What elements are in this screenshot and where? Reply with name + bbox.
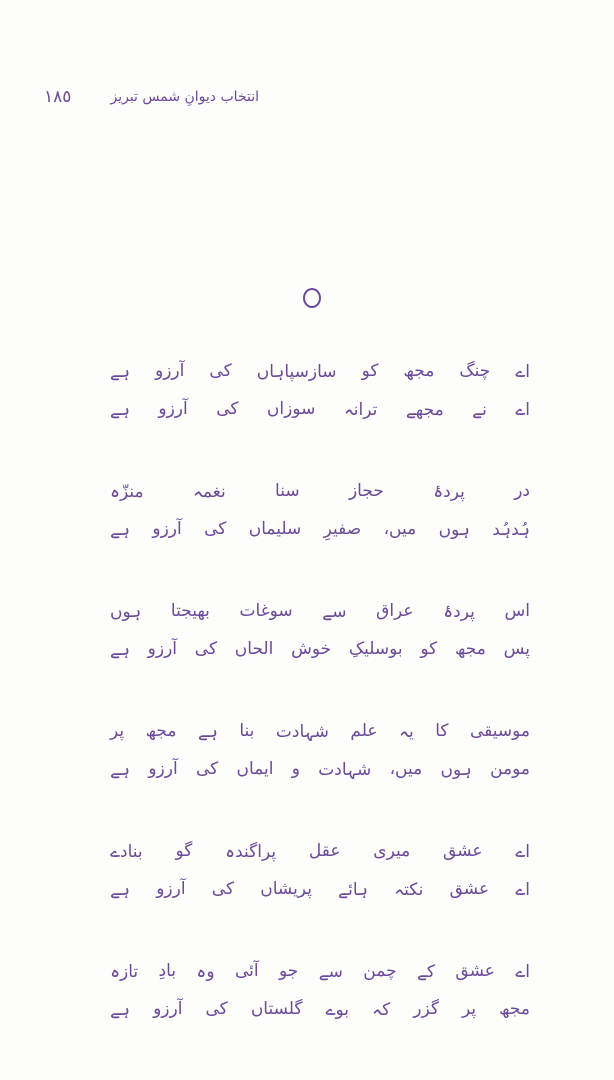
running-title: انتخاب دیوانِ شمس تبریز xyxy=(110,89,259,105)
verse-word: حجاز xyxy=(348,481,384,501)
verse-word: سنا xyxy=(275,481,300,501)
verse-word: پر xyxy=(110,721,125,741)
verse-word: یہ xyxy=(398,721,414,742)
verse-word: ہے xyxy=(110,639,130,660)
stanza xyxy=(110,592,530,668)
verse-word: چنگ xyxy=(459,361,491,381)
verse-word: ہے xyxy=(110,399,130,420)
section-circle-mark xyxy=(303,288,321,308)
verse-word: ہے xyxy=(110,759,131,780)
verse-word: مجھ xyxy=(455,639,486,659)
verse-word: مجھے xyxy=(405,399,444,420)
verse-line xyxy=(110,592,530,630)
verse-line xyxy=(110,952,530,990)
verse-word: کی xyxy=(205,999,228,1019)
verse-word: بوے xyxy=(325,999,350,1020)
verse-word: در xyxy=(514,481,530,501)
verse-word: آرزو xyxy=(155,361,185,381)
verse-line xyxy=(110,352,530,390)
verse-word: میں، xyxy=(383,519,417,539)
verse-word: بنا xyxy=(239,721,255,741)
verse-word: پراگندہ xyxy=(225,841,277,862)
verse-word: کی xyxy=(211,879,235,899)
verse-line xyxy=(110,832,530,870)
verse-word: ہائے xyxy=(338,879,368,900)
verse-word: و xyxy=(291,759,300,779)
verse-word: پردۂ xyxy=(443,601,475,622)
verse-word: منزّہ xyxy=(110,481,144,502)
verse-word: تازہ xyxy=(110,961,139,982)
verse-word: عراق xyxy=(376,601,414,621)
verse-word: میں، xyxy=(389,759,423,779)
verse-word: نکتہ xyxy=(394,879,424,900)
verse-line xyxy=(110,990,530,1028)
verse-word: آئی xyxy=(234,961,259,981)
verse-word: موسیقی xyxy=(469,721,530,741)
running-header xyxy=(44,84,259,110)
verse-word: آرزو xyxy=(148,759,178,779)
verse-word: سوزاں xyxy=(266,399,316,419)
verse-word: آرزو xyxy=(147,639,178,659)
verse-word: بنادے xyxy=(110,841,143,862)
verse-word: خوش xyxy=(291,639,332,659)
verse-word: کو xyxy=(361,361,379,381)
verse-word: مومن xyxy=(490,759,530,779)
verse-word: جو xyxy=(279,961,299,981)
verse-word: آرزو xyxy=(158,399,188,419)
verse-word: گلستاں xyxy=(250,999,303,1019)
verse-word: شہادت xyxy=(318,759,372,780)
verse-word: آرزو xyxy=(152,519,182,539)
stanza xyxy=(110,952,530,1028)
verse-word: ہے xyxy=(110,361,130,382)
verse-line xyxy=(110,390,530,428)
verse-word: صفیرِ xyxy=(323,519,362,539)
verse-word: اے xyxy=(515,399,530,420)
verse-word: کی xyxy=(209,361,232,381)
verse-word: عشق xyxy=(443,841,483,861)
stanza xyxy=(110,712,530,788)
verse-word: پس xyxy=(503,639,530,659)
verse-word: ہُدہُد xyxy=(492,519,530,540)
verse-word: ایماں xyxy=(236,759,274,779)
verse-word: عقل xyxy=(308,841,341,861)
verse-word: ہے xyxy=(197,721,218,742)
verse-word: گزر xyxy=(413,999,439,1019)
verse-word: آرزو xyxy=(153,999,183,1019)
verse-word: ہے xyxy=(110,519,131,540)
verse-word: سے xyxy=(322,601,347,622)
verse-word: عشق xyxy=(449,879,490,899)
verse-word: مجھ xyxy=(403,361,435,381)
verse-word: علم xyxy=(350,721,378,741)
verse-word: سوغات xyxy=(239,601,293,621)
verse-word: پردۂ xyxy=(433,481,465,502)
stanza xyxy=(110,472,530,548)
verse-word: نغمہ xyxy=(192,481,226,502)
verse-word: عشق xyxy=(455,961,495,981)
verse-word: اے xyxy=(515,961,530,982)
poem xyxy=(110,352,530,1028)
verse-line xyxy=(110,510,530,548)
verse-word: شہادت xyxy=(275,721,329,742)
verse-word: اے xyxy=(515,841,530,862)
verse-word: پریشاں xyxy=(260,879,312,899)
page-number: ١٨٥ xyxy=(44,87,72,107)
verse-word: ہوں xyxy=(440,759,472,780)
verse-word: کی xyxy=(194,639,218,659)
verse-word: کی xyxy=(216,399,239,419)
verse-word: اے xyxy=(515,361,530,382)
verse-word: نے xyxy=(472,399,487,420)
verse-line xyxy=(110,870,530,908)
stanza xyxy=(110,352,530,428)
verse-word: سلیماں xyxy=(248,519,302,539)
verse-word: ترانہ xyxy=(343,399,378,420)
verse-word: اے xyxy=(515,879,530,900)
verse-word: کہ xyxy=(372,999,391,1020)
verse-word: کے xyxy=(416,961,436,982)
verse-word: چمن xyxy=(363,961,397,981)
verse-word: بھیجتا xyxy=(170,601,210,621)
stanza xyxy=(110,832,530,908)
verse-word: اس xyxy=(504,601,530,621)
verse-word: مجھ xyxy=(499,999,530,1019)
verse-word: کا xyxy=(435,721,449,741)
verse-line xyxy=(110,750,530,788)
verse-word: مجھ xyxy=(145,721,177,741)
verse-word: گو xyxy=(175,841,193,861)
verse-line xyxy=(110,712,530,750)
verse-word: کی xyxy=(204,519,227,539)
verse-word: ہوں xyxy=(110,601,142,622)
verse-word: وہ xyxy=(196,961,215,982)
verse-word: آرزو xyxy=(156,879,186,899)
verse-word: کی xyxy=(195,759,219,779)
verse-word: سے xyxy=(318,961,343,982)
verse-word: الحاں xyxy=(234,639,274,659)
verse-word: میری xyxy=(373,841,411,861)
verse-word: ہے xyxy=(110,879,131,900)
verse-word: ہوں xyxy=(438,519,470,540)
verse-word: ہے xyxy=(110,999,130,1020)
verse-word: کو xyxy=(420,639,438,659)
verse-word: پر xyxy=(461,999,477,1019)
verse-word: بوسلیکِ xyxy=(348,639,403,659)
verse-line xyxy=(110,472,530,510)
verse-line xyxy=(110,630,530,668)
verse-word: سازسپاہاں xyxy=(256,361,337,382)
verse-word: بادِ xyxy=(158,961,177,981)
